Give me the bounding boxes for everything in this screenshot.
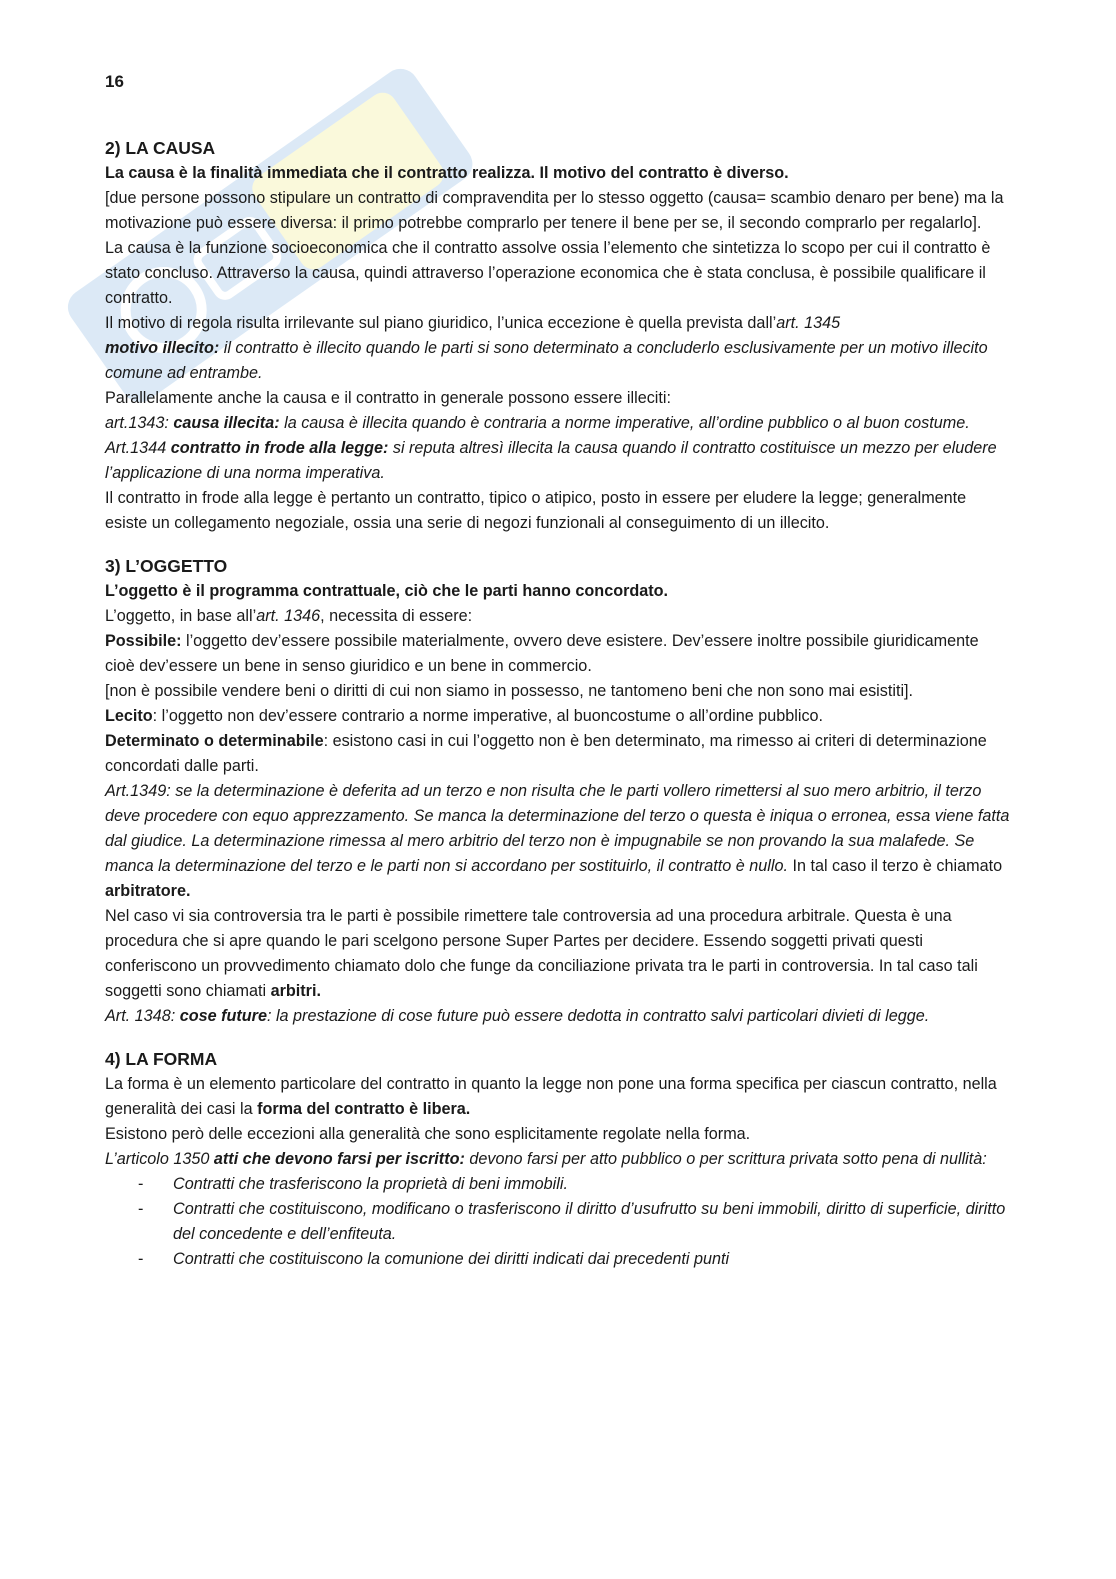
text-run: , necessita di essere: [320,607,473,625]
term-bold: Possibile: [105,632,182,650]
article-text: il contratto è illecito quando le parti si sono determinato a concluderlo esclusivamente per un motivo illecito comune ad entrambe. [105,339,988,382]
list-item [105,1172,1010,1197]
article-ref: art. 1345 [776,314,841,332]
paragraph [105,704,1010,729]
article-ref: Art.1344 [105,439,171,457]
list-item-text: Contratti che trasferiscono la proprietà di beni immobili. [173,1175,568,1193]
section-title-oggetto: 3) L’OGGETTO [105,556,228,576]
term-bold: contratto in frode alla legge: [170,439,389,457]
paragraph [105,411,1010,436]
bullet-list [105,1172,1010,1272]
term-bold: Lecito [105,707,153,725]
article-text: : la prestazione di cose future può essere dedotta in contratto salvi particolari divieti di legge. [266,1007,930,1025]
term-bold: cose future [179,1007,267,1025]
section-forma [105,1047,1010,1272]
term-bold: Determinato o determinabile [105,732,324,750]
lead-oggetto: L’oggetto è il programma contrattuale, ciò che le parti hanno concordato. [105,582,669,600]
term-bold: arbitri. [270,982,321,1000]
paragraph [105,904,1010,1004]
article-text: devono farsi per atto pubblico o per scrittura privata sotto pena di nullità: [464,1150,987,1168]
paragraph: Esistono però delle eccezioni alla generalità che sono esplicitamente regolate nella forma. [105,1125,751,1143]
paragraph [105,1072,1010,1122]
paragraph: [due persone possono stipulare un contratto di compravendita per lo stesso oggetto (causa= scambio denaro per bene) ma la motivazione può essere diversa: il primo potrebbe comprarlo per tenere il bene per se, il secondo comprarlo per regalarlo]. [105,189,1004,232]
dash-bullet: - [138,1250,144,1268]
dash-bullet: - [138,1175,144,1193]
section-title-causa: 2) LA CAUSA [105,138,216,158]
text-run: L’oggetto, in base all’ [105,607,257,625]
text-run: l’oggetto dev’essere possibile materialmente, ovvero deve esistere. Dev’essere inoltre possibile giuridicamente cioè dev’essere un bene in senso giuridico e un bene in commercio. [105,632,979,675]
article-text: Art.1349: se la determinazione è deferita ad un terzo e non risulta che le parti vollero rimettersi al suo mero arbitrio, il terzo deve procedere con equo apprezzamento. Se manca la determinazione del terzo o questa è iniqua o erronea, essa viene fatta dal giudice. La determinazione rimessa al mero arbitrio del terzo non è impugnabile se non provando la sua malafede. Se manca la determinazione del terzo e le parti non si accordano per sostituirlo, il contratto è nullo. [105,782,1010,875]
lead-causa: La causa è la finalità immediata che il contratto realizza. Il motivo del contratto è diverso. [105,164,789,182]
paragraph [105,1147,1010,1172]
article-ref: art. 1346 [256,607,321,625]
section-causa [105,136,1010,536]
term-bold: motivo illecito: [105,339,220,357]
text-run: La forma è un elemento particolare del contratto in quanto la legge non pone una forma specifica per ciascun contratto, nella generalità dei casi la [105,1075,997,1118]
list-item-text: Contratti che costituiscono, modificano o trasferiscono il diritto d’usufrutto su beni immobili, diritto di superficie, diritto del concedente e dell’enfiteuta. [173,1200,1006,1243]
paragraph: La causa è la funzione socioeconomica che il contratto assolve ossia l’elemento che sintetizza lo scopo per cui il contratto è stato concluso. Attraverso la causa, quindi attraverso l’operazione economica che è stata conclusa, è possibile qualificare il contratto. [105,239,991,307]
text-run: In tal caso il terzo è chiamato [787,857,1003,875]
paragraph [105,779,1010,904]
term-bold: atti che devono farsi per iscritto: [213,1150,465,1168]
term-bold: causa illecita: [173,414,280,432]
text-run: Il motivo di regola risulta irrilevante sul piano giuridico, l’unica eccezione è quella prevista dall’ [105,314,777,332]
list-item [105,1197,1010,1247]
term-bold: arbitratore. [105,882,191,900]
term-bold: forma del contratto è libera. [257,1100,471,1118]
document-page [105,70,1010,1290]
paragraph [105,629,1010,679]
list-item-text: Contratti che costituiscono la comunione dei diritti indicati dai precedenti punti [173,1250,730,1268]
page-number: 16 [105,72,124,91]
section-oggetto [105,554,1010,1029]
paragraph: [non è possibile vendere beni o diritti di cui non siamo in possesso, ne tantomeno beni che non sono mai esistiti]. [105,682,914,700]
article-ref: L’articolo 1350 [105,1150,214,1168]
article-ref: art.1343: [105,414,174,432]
paragraph [105,436,1010,486]
article-text: si reputa altresì illecita la causa quando il contratto costituisce un mezzo per eludere l’applicazione di una norma imperativa. [105,439,997,482]
text-run: : esistono casi in cui l’oggetto non è ben determinato, ma rimesso ai criteri di determinazione concordati dalle parti. [105,732,987,775]
paragraph [105,1004,1010,1029]
text-run: : l’oggetto non dev’essere contrario a norme imperative, al buoncostume o all’ordine pubblico. [152,707,824,725]
list-item [105,1247,1010,1272]
paragraph: Parallelamente anche la causa e il contratto in generale possono essere illeciti: [105,389,671,407]
text-run: Nel caso vi sia controversia tra le parti è possibile rimettere tale controversia ad una procedura arbitrale. Questa è una procedura che si apre quando le pari scelgono persone Super Partes per decidere. Essendo soggetti privati questi conferiscono un provvedimento chiamato dolo che funge da conciliazione privata tra le parti in controversia. In tal caso tali soggetti sono chiamati [105,907,978,1000]
paragraph [105,729,1010,779]
section-title-forma: 4) LA FORMA [105,1049,218,1069]
article-ref: Art. 1348: [105,1007,180,1025]
paragraph [105,311,1010,386]
dash-bullet: - [138,1200,144,1218]
article-text: la causa è illecita quando è contraria a norme imperative, all’ordine pubblico o al buon costume. [279,414,970,432]
paragraph: Il contratto in frode alla legge è pertanto un contratto, tipico o atipico, posto in essere per eludere la legge; generalmente esiste un collegamento negoziale, ossia una serie di negozi funzionali al conseguimento di un illecito. [105,489,967,532]
paragraph [105,604,1010,629]
